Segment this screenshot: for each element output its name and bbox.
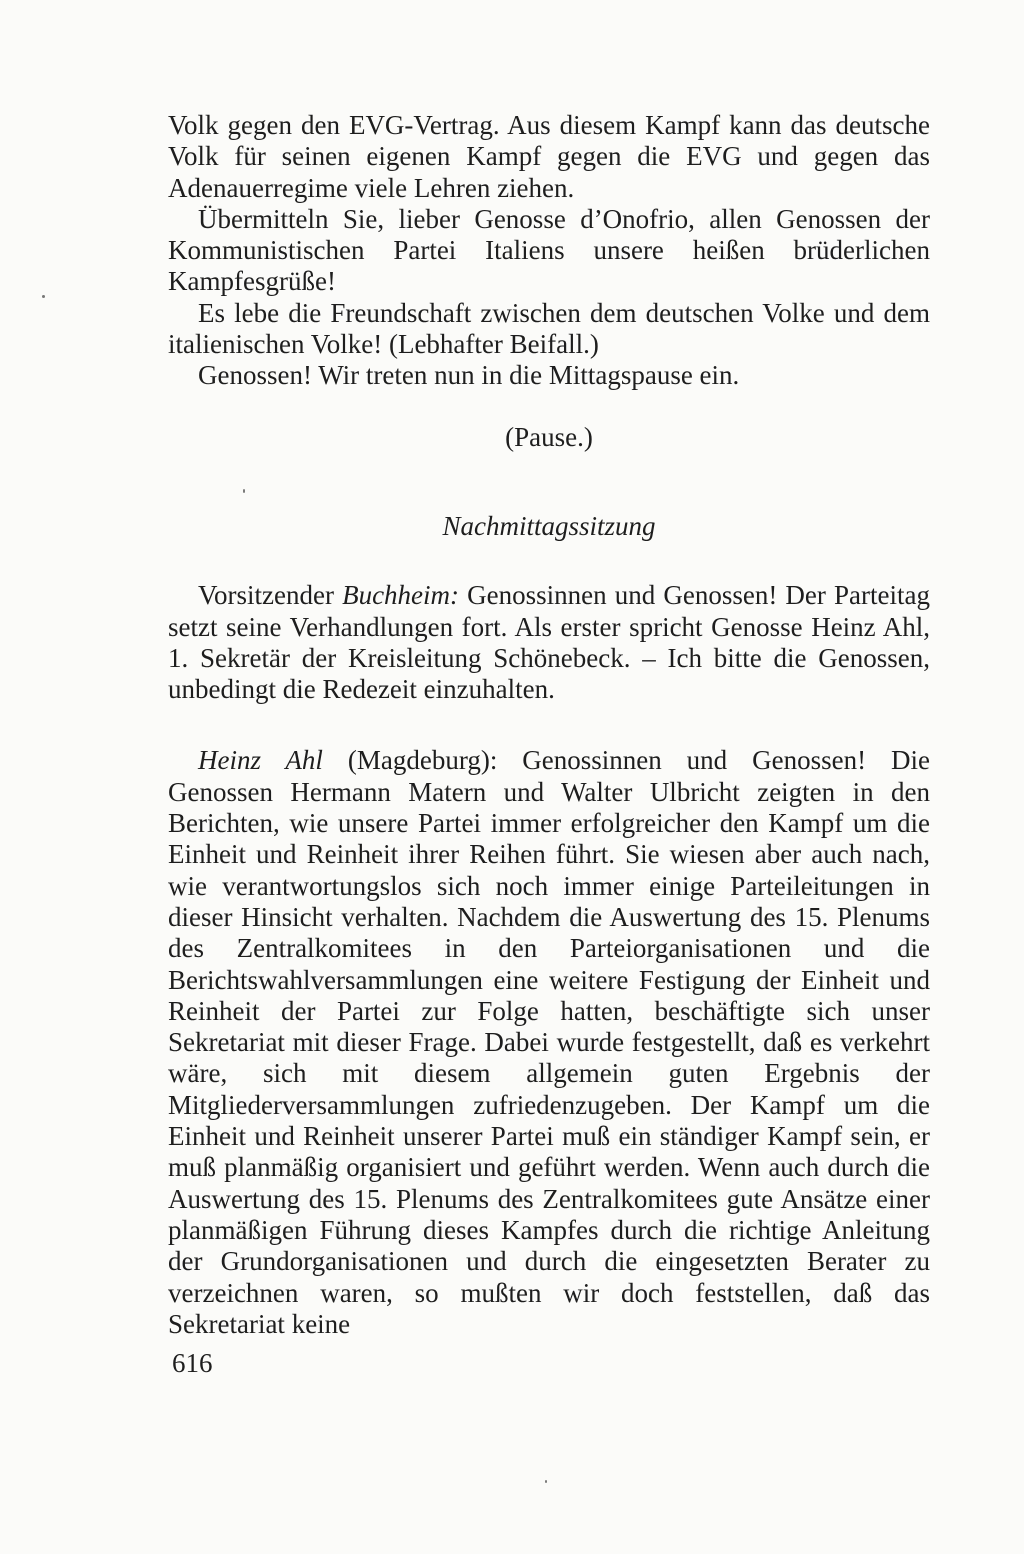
page-number: 616: [172, 1348, 213, 1378]
speech-speaker-name: Heinz Ahl: [198, 745, 323, 776]
text-column: [168, 110, 930, 1340]
chair-text: Genossinnen und Genossen! Der Parteitag setzt seine Verhandlungen fort. Als erster spricht Genosse Heinz Ahl, 1. Sekretär der Kreisleitung Schönebeck. – Ich bitte die Genossen, unbedingt die Redezeit einzuhalten.: [168, 580, 930, 705]
section-heading: Nachmittagssitzung: [442, 510, 656, 541]
print-speck: [243, 489, 245, 493]
chair-role: Vorsitzender: [198, 580, 343, 611]
paragraph-evg-lessons: Volk gegen den EVG-Vertrag. Aus diesem Kampf kann das deutsche Volk für seinen eigenen Kampf gegen die EVG und gegen das Adenauerregime viele Lehren ziehen.: [168, 110, 930, 203]
paragraph-lunch-break: Genossen! Wir treten nun in die Mittagspause ein.: [198, 360, 740, 391]
print-speck: [42, 295, 45, 298]
speech-paragraph: [168, 745, 930, 1340]
chair-paragraph: [168, 580, 930, 705]
chair-speaker-name: Buchheim:: [342, 580, 460, 611]
paragraph-greetings: Übermitteln Sie, lieber Genosse d’Onofrio, allen Genossen der Kommunistischen Partei Italiens unsere heißen brüderlichen Kampfesgrüße!: [168, 203, 930, 297]
speech-text: (Magdeburg): Genossinnen und Genossen! Die Genossen Hermann Matern und Walter Ulbricht zeigten in den Berichten, wie unsere Partei immer erfolgreicher den Kampf um die Einheit und Reinheit ihrer Reihen führt. Sie wiesen aber auch nach, wie verantwortungslos sich noch immer einige Parteileitungen in dieser Hinsicht verhalten. Nachdem die Auswertung des 15. Plenums des Zentralkomitees in den Parteiorganisationen und die Berichtswahlversammlungen eine weitere Festigung der Einheit und Reinheit der Partei zur Folge hatten, beschäftigte sich unser Sekretariat mit dieser Frage. Dabei wurde festgestellt, daß es verkehrt wäre, sich mit diesem allgemein guten Ergebnis der Mitgliederversammlungen zufriedenzugeben. Der Kampf um die Einheit und Reinheit unserer Partei muß ein ständiger Kampf sein, er muß planmäßig organisiert und geführt werden. Wenn auch durch die Auswertung des 15. Plenums des Zentralkomitees gute Ansätze einer planmäßigen Führung dieses Kampfes durch die richtige Anleitung der Grundorganisationen und durch die eingesetzten Berater zu verzeichnen waren, so mußten wir doch feststellen, daß das Sekretariat keine: [168, 745, 930, 1339]
pause-note: (Pause.): [505, 421, 593, 452]
paragraph-friendship: Es lebe die Freundschaft zwischen dem deutschen Volke und dem italienischen Volke! (Lebhafter Beifall.): [168, 297, 930, 360]
print-speck: [545, 1480, 547, 1483]
